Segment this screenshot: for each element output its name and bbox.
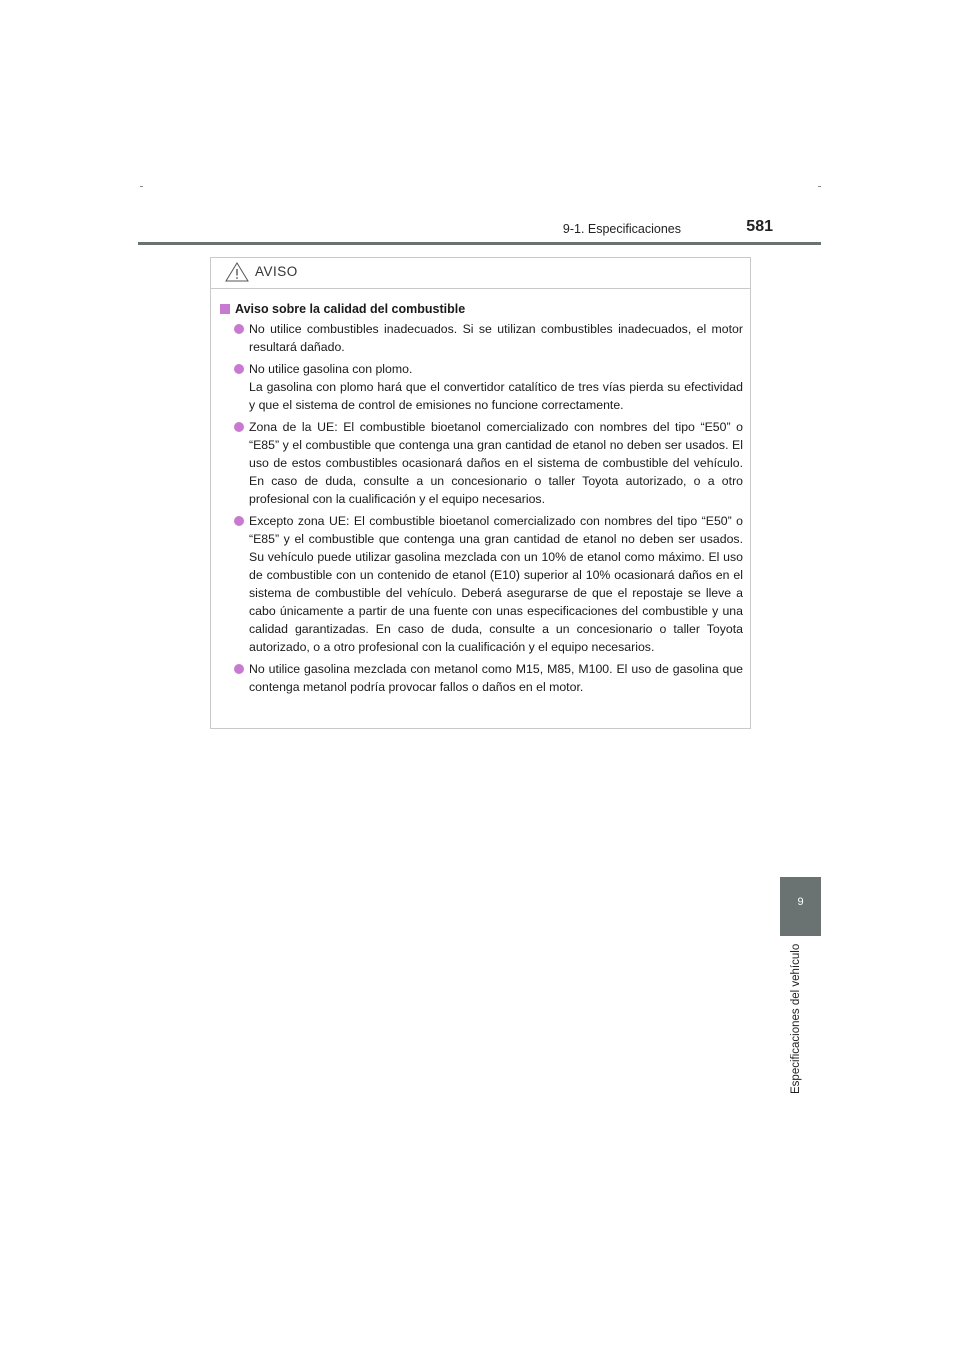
bullet-dot-icon — [234, 516, 244, 526]
list-item-text — [249, 320, 743, 356]
list-item — [220, 660, 743, 696]
warning-section-title: Aviso sobre la calidad del combustible — [235, 302, 466, 316]
page-header — [138, 205, 821, 245]
warning-header — [211, 258, 750, 289]
chapter-tab — [780, 877, 821, 936]
list-item — [220, 360, 743, 414]
list-item-paragraph: No utilice combustibles inadecuados. Si se utilizan combustibles inadecuados, el motor resultará dañado. — [249, 322, 743, 354]
list-item-text — [249, 660, 743, 696]
bullet-dot-icon — [234, 364, 244, 374]
warning-title: AVISO — [255, 264, 298, 279]
page-number: 581 — [746, 218, 773, 235]
list-item — [220, 320, 743, 356]
chapter-title: Especificaciones del vehículo — [790, 944, 802, 1095]
section-title: 9-1. Especificaciones — [562, 222, 681, 236]
crop-mark-right — [818, 186, 821, 187]
list-item-paragraph: No utilice gasolina mezclada con metanol como M15, M85, M100. El uso de gasolina que contenga metanol podría provocar fallos o daños en el motor. — [249, 662, 743, 694]
warning-section-heading — [220, 300, 743, 318]
list-item — [220, 418, 743, 508]
warning-triangle-icon — [225, 262, 249, 282]
list-item-paragraph: No utilice gasolina con plomo. — [249, 362, 413, 376]
crop-mark-left — [140, 186, 143, 187]
warning-body — [211, 289, 750, 696]
chapter-number: 9 — [797, 896, 804, 908]
list-item-text — [249, 360, 743, 414]
list-item-text — [249, 418, 743, 508]
list-item-text — [249, 512, 743, 656]
list-item-paragraph: La gasolina con plomo hará que el convertidor catalítico de tres vías pierda su efectividad y que el sistema de control de emisiones no funcione correctamente. — [249, 380, 743, 412]
bullet-dot-icon — [234, 324, 244, 334]
bullet-dot-icon — [234, 664, 244, 674]
list-item-paragraph: Excepto zona UE: El combustible bioetanol comercializado con nombres del tipo “E50” o “E85” y el combustible que contenga una gran cantidad de etanol no deben ser usados. Su vehículo puede utilizar gasolina mezclada con un 10% de etanol como máximo. El uso de combustible con un contenido de etanol (E10) superior al 10% ocasionará daños en el sistema de combustible del vehículo. Deberá asegurarse de que el repostaje se lleve a cabo únicamente a partir de una fuente con unas especificaciones del combustible y una calidad garantizadas. En caso de duda, consulte a un concesionario o taller Toyota autorizado, o a otro profesional con la cualificación y el equipo necesarios. — [249, 514, 743, 654]
square-bullet-icon — [220, 304, 230, 314]
bullet-dot-icon — [234, 422, 244, 432]
warning-box — [210, 257, 751, 729]
list-item-paragraph: Zona de la UE: El combustible bioetanol comercializado con nombres del tipo “E50” o “E85” y el combustible que contenga una gran cantidad de etanol no deben ser usados. El uso de estos combustibles ocasionará daños en el sistema de combustible del vehículo. En caso de duda, consulte a un concesionario o taller Toyota autorizado, o a otro profesional con la cualificación y el equipo necesarios. — [249, 420, 743, 506]
warning-items-list — [220, 320, 743, 696]
list-item — [220, 512, 743, 656]
